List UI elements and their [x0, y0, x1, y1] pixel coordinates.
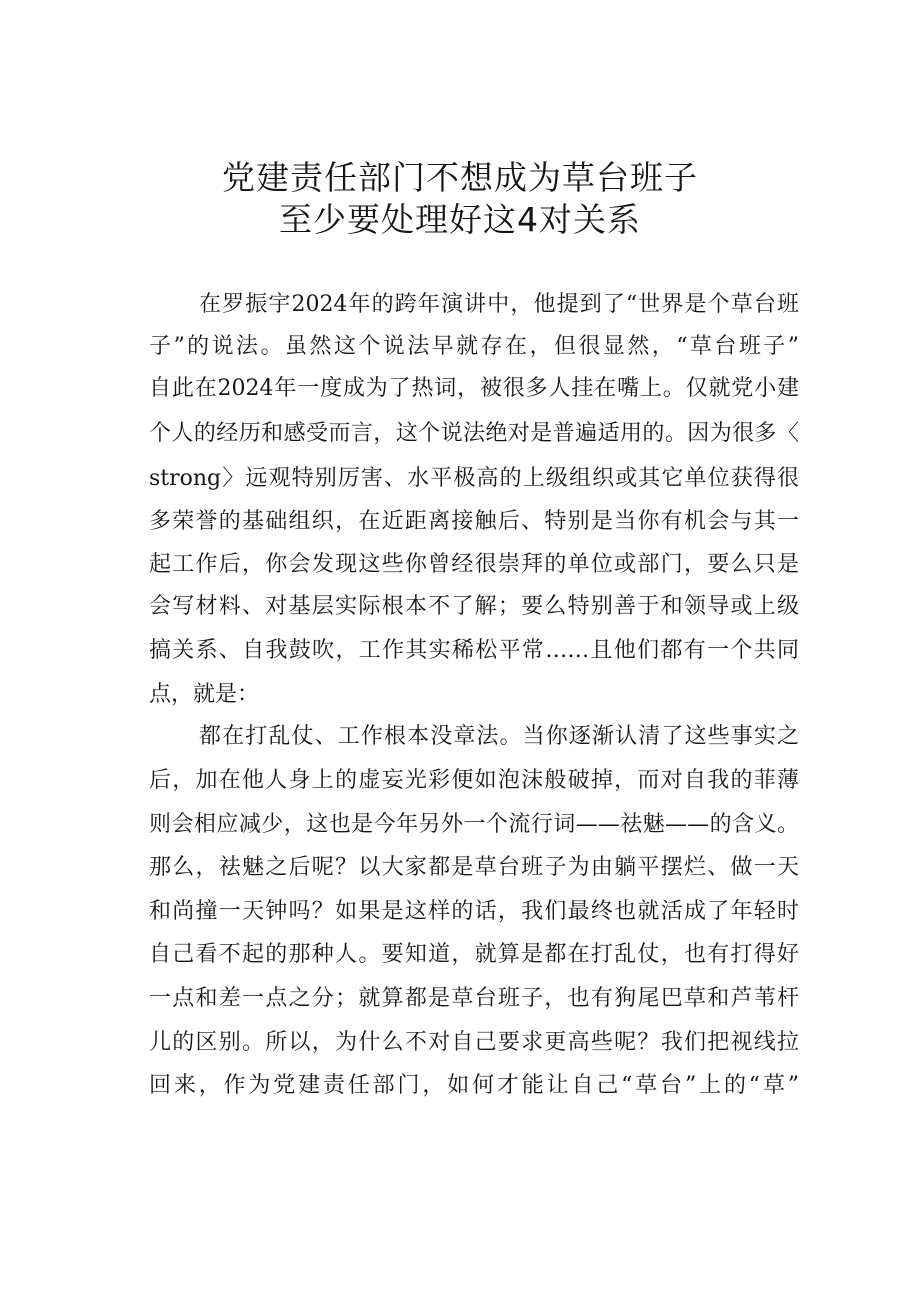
paragraph-2-line-7: 一点和差一点之分；就算都是草台班子，也有狗尾巴草和芦苇杆: [149, 986, 799, 1011]
paragraph-2-line-8: 儿的区别。所以，为什么不对自己要求更高些呢？我们把视线拉: [149, 1030, 799, 1055]
paragraph-2-line-4: 那么，祛魅之后呢？以大家都是草台班子为由躺平摆烂、做一天: [149, 855, 799, 880]
paragraph-2-line-6: 自己看不起的那种人。要知道，就算是都在打乱仗，也有打得好: [149, 942, 799, 967]
paragraph-1-line-6: 多荣誉的基础组织，在近距离接触后、特别是当你有机会与其一: [149, 509, 799, 534]
document-title-line-1: 党建责任部门不想成为草台班子: [222, 158, 698, 197]
paragraph-1-line-5: strong〉远观特别厉害、水平极高的上级组织或其它单位获得很: [149, 466, 799, 491]
paragraph-1-line-7: 起工作后，你会发现这些你曾经很崇拜的单位或部门，要么只是: [149, 552, 799, 577]
paragraph-1-line-4: 个人的经历和感受而言，这个说法绝对是普遍适用的。因为很多〈: [149, 421, 799, 446]
paragraph-1-line-3: 自此在2024年一度成为了热词，被很多人挂在嘴上。仅就党小建: [149, 376, 799, 401]
paragraph-2-line-5: 和尚撞一天钟吗？如果是这样的话，我们最终也就活成了年轻时: [149, 899, 799, 924]
paragraph-1-line-1: 在罗振宇2024年的跨年演讲中，他提到了“世界是个草台班: [199, 292, 799, 317]
paragraph-1-line-10: 点，就是：: [149, 682, 260, 707]
paragraph-2-line-3: 则会相应减少，这也是今年另外一个流行词——祛魅——的含义。: [149, 812, 799, 837]
paragraph-1-line-2: 子”的说法。虽然这个说法早就存在，但很显然，“草台班子”: [149, 334, 799, 359]
paragraph-1-line-8: 会写材料、对基层实际根本不了解；要么特别善于和领导或上级: [149, 594, 799, 619]
paragraph-1-line-9: 搞关系、自我鼓吹，工作其实稀松平常……且他们都有一个共同: [149, 638, 799, 663]
document-title-line-2: 至少要处理好这4对关系: [279, 200, 641, 239]
paragraph-2-line-9: 回来，作为党建责任部门，如何才能让自己“草台”上的“草”: [149, 1073, 799, 1098]
paragraph-2-line-2: 后，加在他人身上的虚妄光彩便如泡沫般破掉，而对自我的菲薄: [149, 768, 799, 793]
paragraph-2-line-1: 都在打乱仗、工作根本没章法。当你逐渐认清了这些事实之: [199, 724, 799, 749]
